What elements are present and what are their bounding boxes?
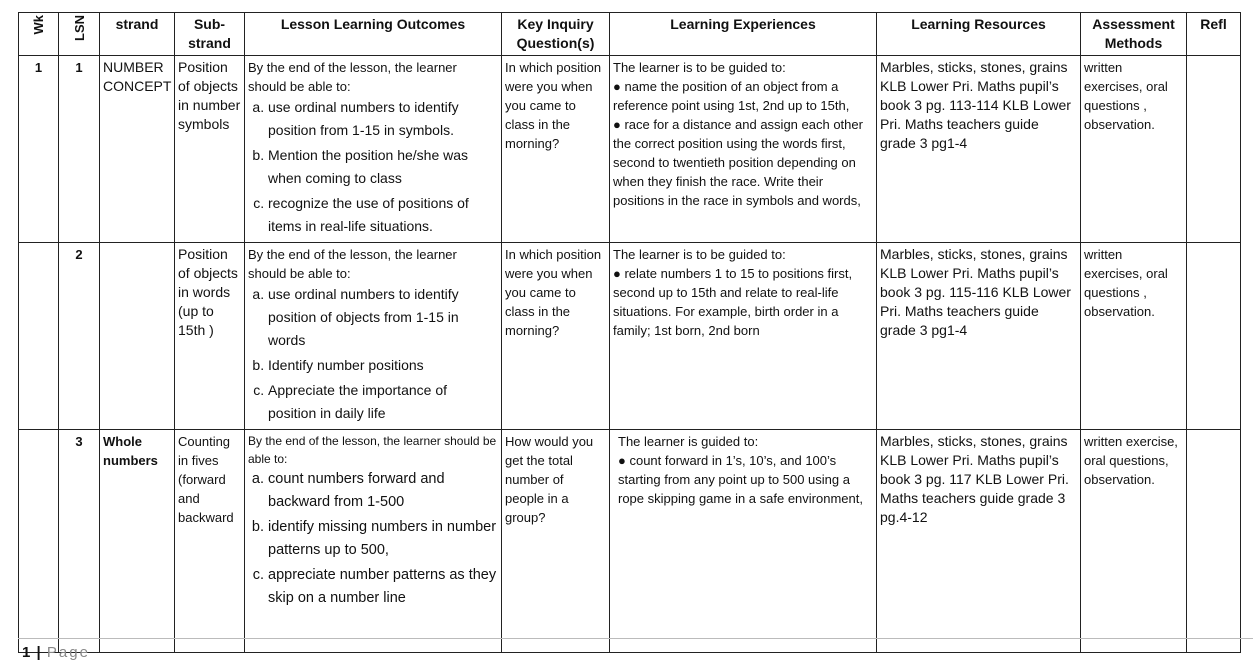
experiences-cell — [610, 243, 877, 430]
lesson-cell: 1 — [59, 56, 100, 243]
inquiry-cell: In which position were you when you came to class in the morning? — [502, 243, 610, 430]
strand-cell: Whole numbers — [100, 430, 175, 653]
lesson-row-3 — [19, 430, 1241, 653]
experiences-intro: The learner is to be guided to: — [613, 247, 786, 262]
outcome-item: c. Appreciate the importance of position in daily life — [268, 379, 498, 425]
week-cell — [19, 243, 59, 430]
substrand-cell: Position of objects in words (up to 15th ) — [175, 243, 245, 430]
resources-cell: Marbles, sticks, stones, grains KLB Lower Pri. Maths pupil’s book 3 pg. 115-116 KLB Lower Pri. Maths teachers guide grade 3 pg1-4 — [877, 243, 1081, 430]
page-label: Page — [46, 644, 90, 661]
outcomes-list — [248, 468, 498, 610]
header-assessment: Assessment Methods — [1081, 13, 1187, 56]
outcomes-list — [248, 283, 498, 425]
experiences-list — [618, 451, 873, 508]
page-footer — [22, 644, 90, 661]
page-separator: | — [36, 644, 41, 661]
experiences-intro: The learner is guided to: — [618, 434, 759, 449]
inquiry-cell: In which position were you when you came to class in the morning? — [502, 56, 610, 243]
header-substrand: Sub-strand — [175, 13, 245, 56]
outcome-item: c. recognize the use of positions of items in real-life situations. — [268, 192, 498, 238]
footer-divider — [18, 638, 1253, 639]
experience-item: ● race for a distance and assign each other the correct position using the words first, second to twentieth position depending on when they finish the race. Write their positions in the race in symbols and words, — [613, 115, 873, 210]
experiences-list — [613, 264, 873, 340]
week-cell — [19, 430, 59, 653]
outcomes-intro: By the end of the lesson, the learner should be able to: — [248, 60, 457, 94]
experiences-intro: The learner is to be guided to: — [613, 60, 786, 75]
outcome-item: a. use ordinal numbers to identify position of objects from 1-15 in words — [268, 283, 498, 352]
page-number: 1 — [22, 644, 31, 661]
header-experiences: Learning Experiences — [610, 13, 877, 56]
header-outcomes: Lesson Learning Outcomes — [245, 13, 502, 56]
resources-cell: Marbles, sticks, stones, grains KLB Lower Pri. Maths pupil’s book 3 pg. 117 KLB Lower Pri. Maths teachers guide grade 3 pg.4-12 — [877, 430, 1081, 653]
outcomes-cell — [245, 56, 502, 243]
reflection-cell — [1187, 56, 1241, 243]
header-row — [19, 13, 1241, 56]
experiences-list — [613, 77, 873, 210]
outcome-item: a. use ordinal numbers to identify position from 1-15 in symbols. — [268, 96, 498, 142]
outcome-item: b. Mention the position he/she was when coming to class — [268, 144, 498, 190]
lesson-cell: 3 — [59, 430, 100, 653]
substrand-cell: Position of objects in number symbols — [175, 56, 245, 243]
outcomes-intro: By the end of the lesson, the learner should be able to: — [248, 434, 497, 466]
lesson-row-2 — [19, 243, 1241, 430]
resources-cell: Marbles, sticks, stones, grains KLB Lower Pri. Maths pupil’s book 3 pg. 113-114 KLB Lower Pri. Maths teachers guide grade 3 pg1-4 — [877, 56, 1081, 243]
strand-cell — [100, 243, 175, 430]
reflection-cell — [1187, 243, 1241, 430]
inquiry-cell: How would you get the total number of people in a group? — [502, 430, 610, 653]
outcome-item: c. appreciate number patterns as they skip on a number line — [268, 564, 498, 610]
strand-cell: NUMBER CONCEPT — [100, 56, 175, 243]
week-cell: 1 — [19, 56, 59, 243]
outcomes-list — [248, 96, 498, 238]
outcomes-cell — [245, 243, 502, 430]
experience-item: ● relate numbers 1 to 15 to positions first, second up to 15th and relate to real-life situations. For example, birth order in a family; 1st born, 2nd born — [613, 264, 873, 340]
assessment-cell: written exercise, oral questions, observation. — [1081, 430, 1187, 653]
experiences-cell — [610, 56, 877, 243]
header-strand: strand — [100, 13, 175, 56]
lesson-row-1 — [19, 56, 1241, 243]
header-lsn: LSN — [59, 13, 100, 56]
header-reflection: Refl — [1187, 13, 1241, 56]
header-resources: Learning Resources — [877, 13, 1081, 56]
header-wk: Wk — [19, 13, 59, 56]
outcome-item: b. Identify number positions — [268, 354, 498, 377]
assessment-cell: written exercises, oral questions , observation. — [1081, 243, 1187, 430]
reflection-cell — [1187, 430, 1241, 653]
lesson-cell: 2 — [59, 243, 100, 430]
experience-item: ● count forward in 1’s, 10’s, and 100’s starting from any point up to 500 using a rope skipping game in a safe environment, — [618, 451, 873, 508]
experience-item: ● name the position of an object from a reference point using 1st, 2nd up to 15th, — [613, 77, 873, 115]
scheme-of-work-table — [18, 12, 1241, 653]
experiences-cell — [610, 430, 877, 653]
outcome-item: a. count numbers forward and backward from 1-500 — [268, 468, 498, 514]
assessment-cell: written exercises, oral questions , observation. — [1081, 56, 1187, 243]
header-inquiry: Key Inquiry Question(s) — [502, 13, 610, 56]
substrand-cell: Counting in fives (forward and backward — [175, 430, 245, 653]
outcome-item: b. identify missing numbers in number patterns up to 500, — [268, 516, 498, 562]
outcomes-intro: By the end of the lesson, the learner should be able to: — [248, 247, 457, 281]
outcomes-cell — [245, 430, 502, 653]
